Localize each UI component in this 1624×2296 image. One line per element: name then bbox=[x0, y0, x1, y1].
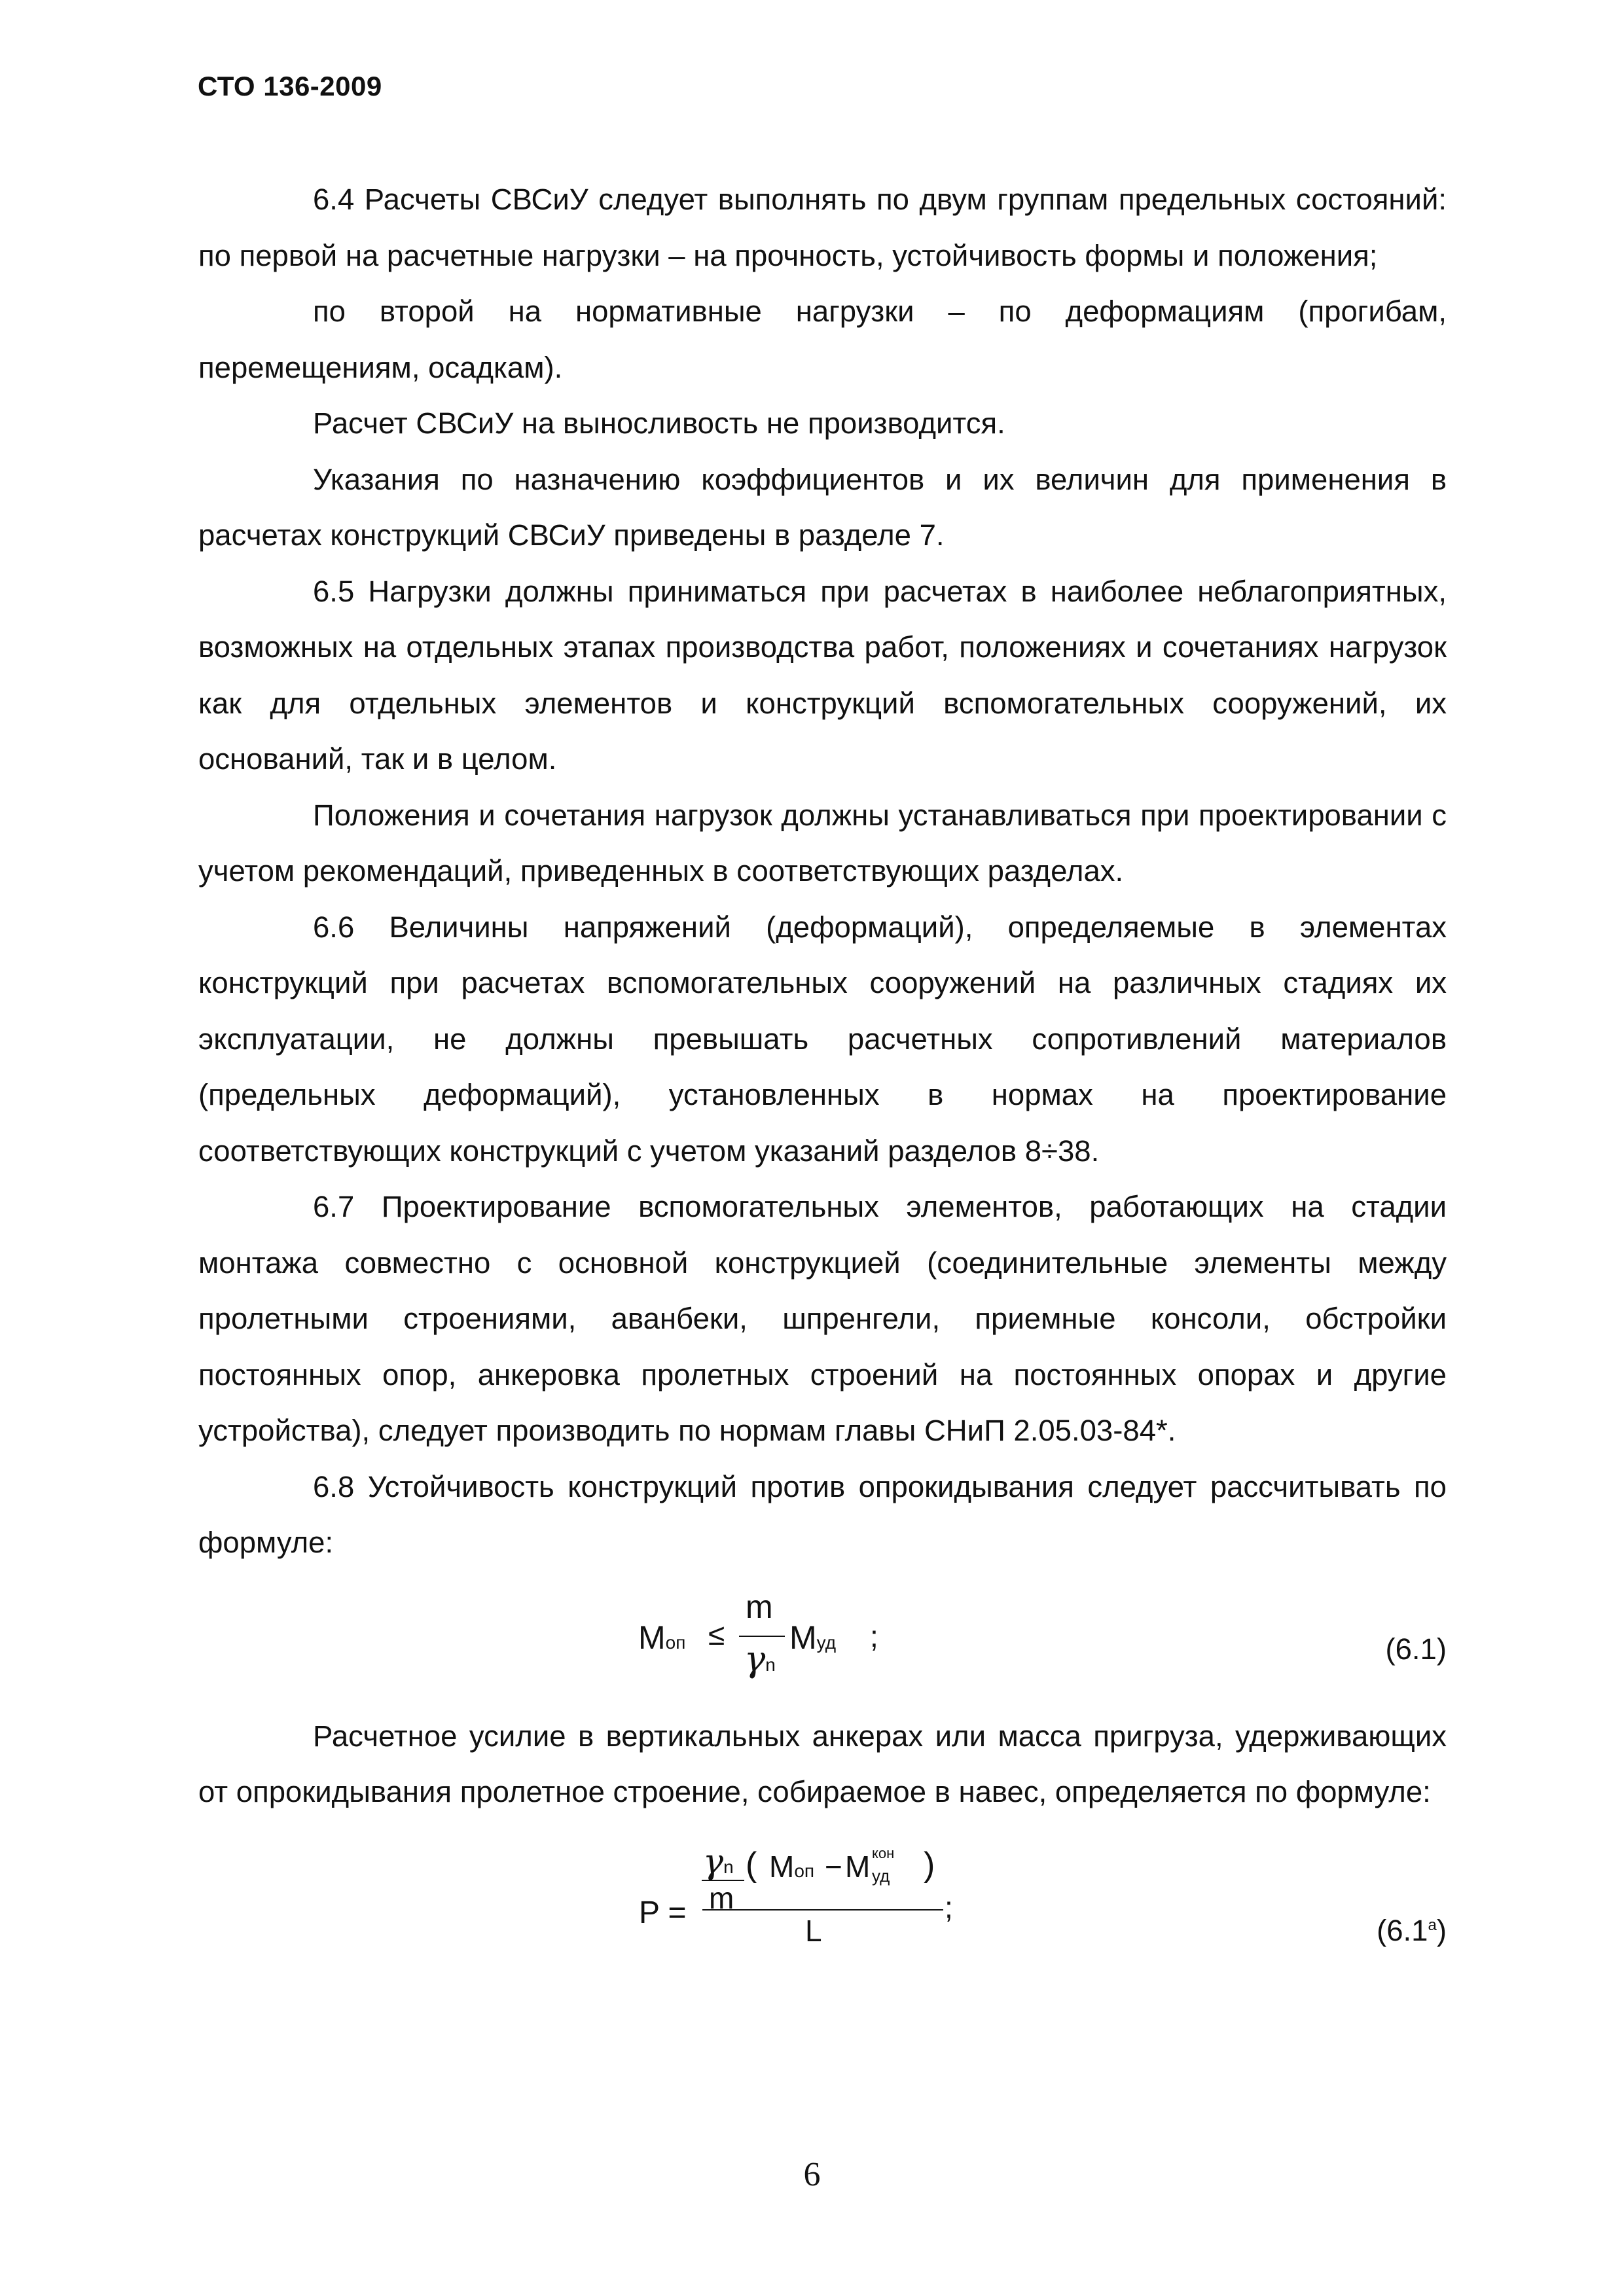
formula1-terminator: ; bbox=[870, 1619, 878, 1653]
formula-6-1 bbox=[198, 1571, 1447, 1708]
formula-6-1a bbox=[198, 1820, 1447, 1984]
formula1-number: (6.1) bbox=[1385, 1632, 1447, 1666]
formula2-minus: − bbox=[825, 1849, 842, 1884]
formula2-term1: Mоп bbox=[769, 1849, 815, 1884]
paragraph-load-combinations: Положения и сочетания нагрузок должны устанавливаться при проектировании с учетом рекомендаций, приведенных в соответствующих разделах. bbox=[198, 798, 1447, 888]
formula2-main-fraction-bar bbox=[702, 1909, 943, 1910]
formula1-rhs: Mуд bbox=[789, 1619, 837, 1656]
formula1-denominator: γn bbox=[744, 1638, 776, 1679]
formula2-gamma: γn bbox=[703, 1842, 734, 1882]
formula2-denominator: L bbox=[805, 1913, 822, 1948]
formula2-lhs: P = bbox=[639, 1895, 687, 1930]
formula2-terminator: ; bbox=[945, 1890, 953, 1924]
formula2-inner-denominator: m bbox=[709, 1880, 734, 1915]
formula1-fraction-bar bbox=[739, 1636, 785, 1637]
paragraph-6-7: 6.7 Проектирование вспомогательных элементов, работающих на стадии монтажа совместно с основной конструкцией (соединительные элементы между пролетными строениями, аванбеки, шпренгели, приемные консоли, обстройки постоянных опор, анкеровка пролетных строений на постоянных опорах и другие устройства), следует производить по нормам главы СНиП 2.05.03-84*. bbox=[198, 1190, 1447, 1447]
formula1-relation: ≤ bbox=[708, 1617, 725, 1651]
paragraph-anchor-force: Расчетное усилие в вертикальных анкерах или масса пригруза, удерживающих от опрокидывания пролетное строение, собираемое в навес, определяется по формуле: bbox=[198, 1719, 1447, 1808]
page-number: 6 bbox=[803, 2156, 821, 2193]
formula1-numerator: m bbox=[746, 1588, 773, 1625]
formula2-number: (6.1$^a$) bbox=[1377, 1913, 1447, 1947]
document-code-header: СТО 136-2009 bbox=[198, 71, 382, 101]
formula2-open-paren: ( bbox=[746, 1845, 757, 1884]
paragraph-6-6: 6.6 Величины напряжений (деформаций), определяемые в элементах конструкций при расчетах вспомогательных сооружений на различных стадиях их эксплуатации, не должны превышать расчетных сопротивлений материалов (предельных деформаций), установленных в нормах на проектирование соответствующих конструкций с учетом указаний разделов 8÷38. bbox=[198, 910, 1447, 1168]
formula2-term2-subscript: уд bbox=[872, 1865, 890, 1886]
formula2-term2: M bbox=[845, 1849, 871, 1884]
paragraph-6-8: 6.8 Устойчивость конструкций против опрокидывания следует рассчитывать по формуле: bbox=[198, 1469, 1447, 1559]
paragraph-coefficients: Указания по назначению коэффициентов и их величин для применения в расчетах конструкций СВСиУ приведены в разделе 7. bbox=[198, 462, 1447, 552]
formula2-term2-superscript: кон bbox=[872, 1844, 895, 1861]
formula2-close-paren: ) bbox=[924, 1845, 935, 1884]
paragraph-endurance: Расчет СВСиУ на выносливость не производится. bbox=[313, 406, 1005, 440]
document-body bbox=[198, 171, 1447, 1984]
paragraph-6-4-second-group: по второй на нормативные нагрузки – по деформациям (прогибам, перемещениям, осадкам). bbox=[198, 295, 1447, 384]
formula1-lhs: Mоп bbox=[638, 1619, 686, 1656]
paragraph-6-5: 6.5 Нагрузки должны приниматься при расчетах в наиболее неблагоприятных, возможных на отдельных этапах производства работ, положениях и сочетаниях нагрузок как для отдельных элементов и конструкций вспомогательных сооружений, их оснований, так и в целом. bbox=[198, 574, 1447, 776]
paragraph-6-4: 6.4 Расчеты СВСиУ следует выполнять по двум группам предельных состояний: по первой на расчетные нагрузки – на прочность, устойчивость формы и положения; bbox=[198, 183, 1447, 272]
